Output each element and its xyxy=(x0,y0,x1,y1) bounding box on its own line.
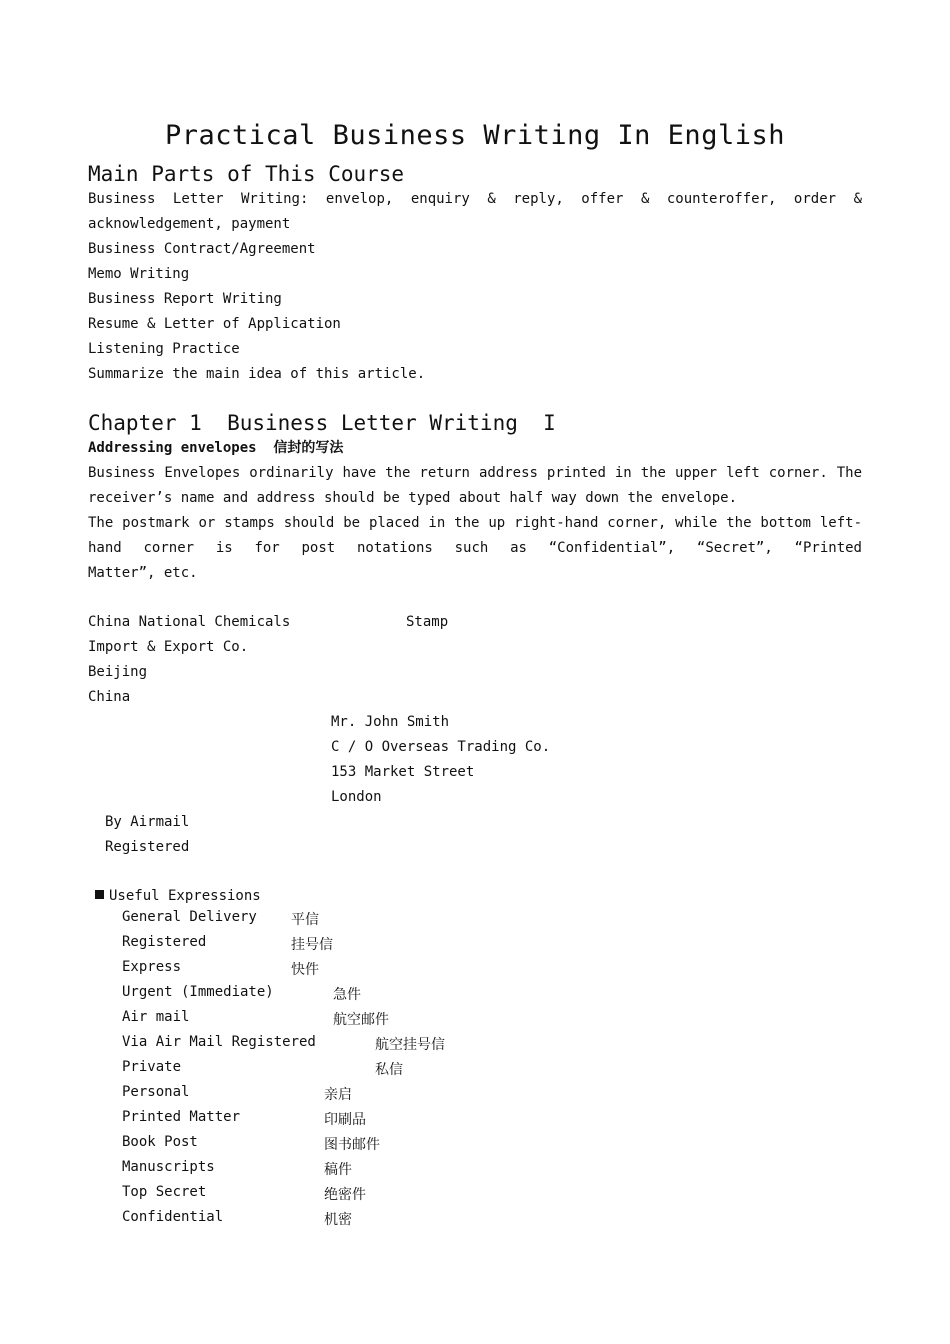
section-subheading: Addressing envelopes 信封的写法 xyxy=(88,440,344,456)
expression-en: Top Secret xyxy=(122,1184,207,1200)
expression-zh: 挂号信 xyxy=(291,937,333,953)
chapter-heading: Chapter 1 Business Letter Writing I xyxy=(88,411,556,435)
square-bullet-icon xyxy=(95,890,104,899)
expression-en: Private xyxy=(122,1059,182,1075)
post-notation: By Airmail xyxy=(105,814,190,830)
receiver-line: London xyxy=(331,789,382,805)
main-parts-heading: Main Parts of This Course xyxy=(88,162,405,186)
receiver-line: Mr. John Smith xyxy=(331,714,450,730)
expression-zh: 机密 xyxy=(324,1212,352,1228)
stamp-label: Stamp xyxy=(406,614,449,630)
expression-zh: 稿件 xyxy=(324,1162,352,1178)
expression-en: Registered xyxy=(122,934,207,950)
expression-en: Manuscripts xyxy=(122,1159,215,1175)
expression-zh: 印刷品 xyxy=(324,1112,366,1128)
expression-en: Via Air Mail Registered xyxy=(122,1034,316,1050)
expression-zh: 私信 xyxy=(375,1062,403,1078)
expression-zh: 航空挂号信 xyxy=(375,1037,445,1053)
expression-en: Book Post xyxy=(122,1134,198,1150)
receiver-line: C / O Overseas Trading Co. xyxy=(331,739,551,755)
main-parts-item: Memo Writing xyxy=(88,266,190,282)
document-title: Practical Business Writing In English xyxy=(165,120,785,151)
useful-expressions-label: Useful Expressions xyxy=(109,888,261,904)
sender-line: China xyxy=(88,689,131,705)
post-notation: Registered xyxy=(105,839,190,855)
expression-en: Urgent (Immediate) xyxy=(122,984,274,1000)
expression-zh: 航空邮件 xyxy=(333,1012,389,1028)
expression-en: Confidential xyxy=(122,1209,224,1225)
expression-zh: 绝密件 xyxy=(324,1187,366,1203)
sender-line: Import & Export Co. xyxy=(88,639,249,655)
paragraph-line: receiver’s name and address should be typed about half way down the envelope. xyxy=(88,490,738,506)
useful-expressions-heading xyxy=(95,884,261,909)
receiver-line: 153 Market Street xyxy=(331,764,475,780)
expression-zh: 亲启 xyxy=(324,1087,352,1103)
main-parts-item: Business Report Writing xyxy=(88,291,282,307)
sender-line: China National Chemicals xyxy=(88,614,291,630)
main-parts-item: Listening Practice xyxy=(88,341,240,357)
main-parts-item: acknowledgement, payment xyxy=(88,216,291,232)
main-parts-item: Business Letter Writing: envelop, enquiry & reply, offer & counteroffer, order & xyxy=(88,191,862,207)
expression-en: Personal xyxy=(122,1084,190,1100)
main-parts-item: Resume & Letter of Application xyxy=(88,316,341,332)
paragraph-line: Matter”, etc. xyxy=(88,565,198,581)
expression-en: Express xyxy=(122,959,182,975)
expression-en: Air mail xyxy=(122,1009,190,1025)
sender-line: Beijing xyxy=(88,664,148,680)
expression-zh: 快件 xyxy=(291,962,319,978)
expression-en: General Delivery xyxy=(122,909,257,925)
expression-zh: 急件 xyxy=(333,987,361,1003)
paragraph-line: Business Envelopes ordinarily have the return address printed in the upper left corner. The xyxy=(88,465,862,481)
expression-zh: 平信 xyxy=(291,912,319,928)
paragraph-line: The postmark or stamps should be placed in the up right-hand corner, while the bottom left- xyxy=(88,515,862,531)
main-parts-item: Summarize the main idea of this article. xyxy=(88,366,426,382)
expression-en: Printed Matter xyxy=(122,1109,241,1125)
main-parts-item: Business Contract/Agreement xyxy=(88,241,316,257)
expression-zh: 图书邮件 xyxy=(324,1137,380,1153)
paragraph-line: hand corner is for post notations such as “Confidential”, “Secret”, “Printed xyxy=(88,540,862,556)
